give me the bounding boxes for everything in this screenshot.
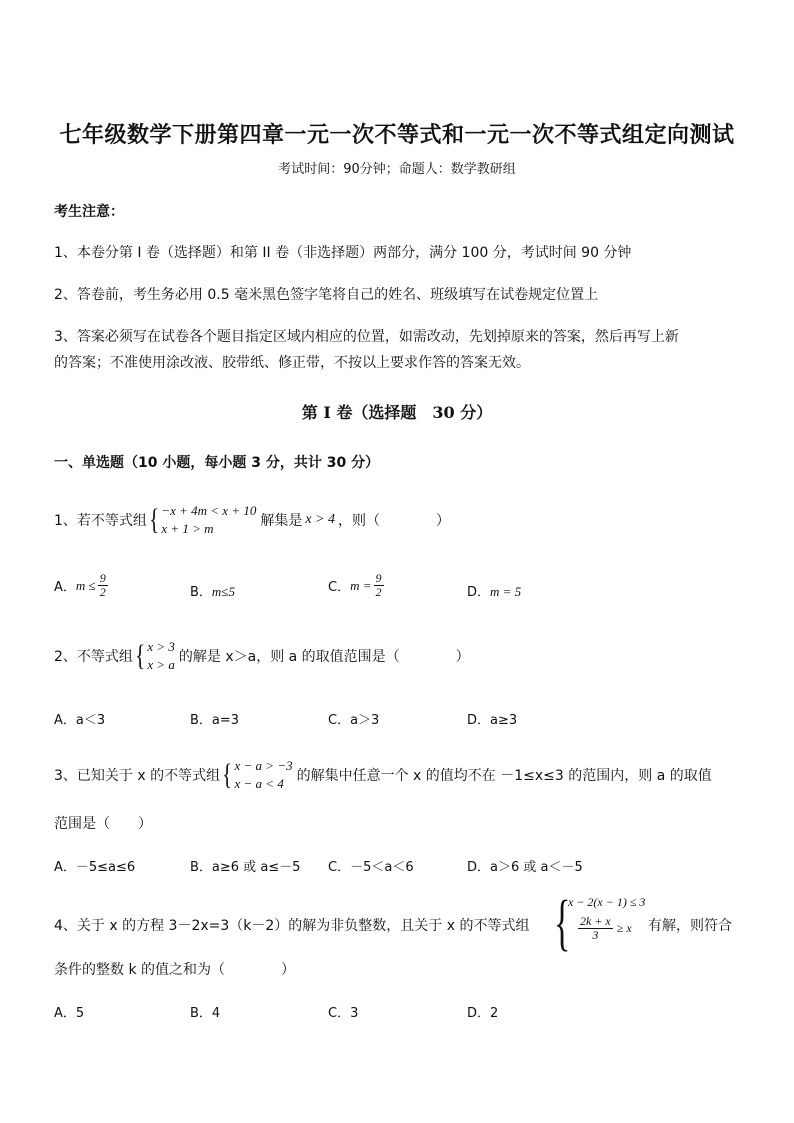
q1-suffix-a: 解集是 — [260, 513, 303, 529]
fraction — [98, 572, 108, 599]
section-title: 第 I 卷（选择题 30 分） — [301, 403, 493, 422]
frac-num: 2k + x — [580, 914, 611, 928]
option-label: C． — [328, 580, 351, 595]
q3-system — [235, 757, 293, 793]
notice-heading: 考生注意： — [54, 204, 124, 220]
q2-sys-line1: x > 3 — [147, 639, 175, 654]
frac-relation: ≥ x — [616, 921, 632, 935]
part-title: 一、单选题（10 小题，每小题 3 分，共计 30 分） — [54, 455, 380, 471]
notice-3-cont: 的答案；不准使用涂改液、胶带纸、修正带，不按以上要求作答的答案无效。 — [54, 355, 530, 371]
q1-option-a[interactable] — [54, 572, 108, 599]
q4-option-d[interactable]: D．2 — [467, 1006, 499, 1021]
notice-2: 2、答卷前，考生务必用 0.5 毫米黑色签字笔将自己的姓名、班级填写在试卷规定位置上 — [54, 287, 599, 303]
notice-3: 3、答案必须写在试卷各个题目指定区域内相应的位置，如需改动，先划掉原来的答案，然后再写上新 — [54, 329, 679, 345]
fraction — [374, 572, 384, 599]
q2-option-a[interactable]: A．a＜3 — [54, 713, 106, 728]
q4-option-c[interactable]: C．3 — [328, 1006, 359, 1021]
option-expr: m ≤ — [75, 577, 96, 593]
frac-den: 3 — [592, 928, 599, 942]
notice-1: 1、本卷分第 I 卷（选择题）和第 II 卷（非选择题）两部分，满分 100 分，考试时间 90 分钟 — [54, 245, 632, 261]
brace-icon: { — [554, 889, 571, 957]
q4-suffix: 有解，则符合 — [648, 918, 732, 934]
q2-option-d[interactable]: D．a≥3 — [467, 713, 518, 728]
q2-option-b[interactable]: B．a=3 — [190, 713, 240, 728]
question-1 — [54, 502, 450, 538]
q3-suffix: 的解集中任意一个 x 的值均不在 －1≤x≤3 的范围内，则 a 的取值 — [296, 768, 712, 784]
q4-prefix: 4、关于 x 的方程 3－2x=3（k－2）的解为非负整数，且关于 x 的不等式组 — [54, 918, 530, 934]
q2-option-c[interactable]: C．a＞3 — [328, 713, 380, 728]
q1-prefix: 1、若不等式组 — [54, 513, 147, 529]
exam-info: 考试时间：90分钟；命题人：数学教研组 — [278, 162, 516, 177]
q2-prefix: 2、不等式组 — [54, 649, 133, 665]
q3-sys-line1: x − a > −3 — [234, 758, 293, 773]
brace-icon: { — [149, 503, 160, 536]
frac-num: 9 — [99, 571, 106, 585]
q3-line2: 范围是（ ） — [54, 816, 152, 832]
frac-den: 2 — [99, 585, 106, 599]
frac-den: 2 — [375, 585, 382, 599]
q3-sys-line2: x − a < 4 — [234, 776, 284, 791]
option-expr: m = — [350, 577, 372, 593]
q2-sys-line2: x > a — [147, 657, 175, 672]
q3-option-a[interactable]: A．－5≤a≤6 — [54, 860, 136, 875]
q1-option-b[interactable] — [190, 581, 235, 600]
q1-suffix-b: ，则（ ） — [338, 513, 451, 529]
q3-option-c[interactable]: C．－5＜a＜6 — [328, 860, 414, 875]
q4-option-b[interactable]: B．4 — [190, 1006, 221, 1021]
q1-condition: x > 4 — [305, 512, 336, 527]
q3-option-d[interactable]: D．a＞6 或 a＜－5 — [467, 860, 583, 875]
q1-system — [161, 502, 256, 538]
fraction — [578, 915, 613, 942]
q1-option-c[interactable] — [328, 572, 384, 599]
q3-prefix: 3、已知关于 x 的不等式组 — [54, 768, 221, 784]
option-expr: m≤5 — [211, 584, 235, 599]
q2-suffix: 的解是 x＞a，则 a 的取值范围是（ ） — [178, 649, 470, 665]
option-label: B． — [190, 585, 212, 600]
question-3 — [54, 757, 712, 793]
option-expr: m = 5 — [490, 584, 522, 599]
q2-system — [147, 638, 175, 674]
q1-sys-line2: x + 1 > m — [161, 521, 214, 536]
brace-icon: { — [135, 639, 146, 672]
q3-option-b[interactable]: B．a≥6 或 a≤－5 — [190, 860, 301, 875]
q4-option-a[interactable]: A．5 — [54, 1006, 85, 1021]
option-label: A． — [54, 580, 76, 595]
option-label: D． — [467, 585, 491, 600]
brace-icon: { — [222, 758, 233, 791]
page-title: 七年级数学下册第四章一元一次不等式和一元一次不等式组定向测试 — [59, 122, 735, 148]
q4-line2: 条件的整数 k 的值之和为（ ） — [54, 962, 296, 978]
frac-num: 9 — [375, 571, 382, 585]
q1-sys-line1: −x + 4m < x + 10 — [161, 503, 257, 518]
q4-sys-line1: x − 2(x − 1) ≤ 3 — [568, 895, 646, 909]
q4-sys-line2 — [576, 915, 632, 942]
question-2 — [54, 638, 470, 674]
q1-option-d[interactable] — [467, 581, 521, 600]
